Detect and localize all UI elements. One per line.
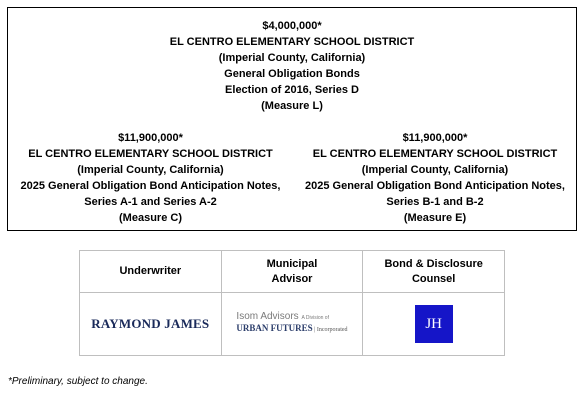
series-b-county: (Imperial County, California) [361,164,509,176]
series-d-district: EL CENTRO ELEMENTARY SCHOOL DISTRICT [169,36,415,48]
offering-box [7,7,577,231]
team-logo-row [80,293,505,356]
underwriter-header: Underwriter [80,251,222,293]
series-b-title: 2025 General Obligation Bond Anticipation Notes, [305,180,565,192]
series-d-county: (Imperial County, California) [218,52,366,64]
advisor-header: Municipal Advisor [221,251,363,293]
series-a-county: (Imperial County, California) [77,164,224,176]
series-b-series: Series B-1 and B-2 [386,196,484,208]
financing-team-table [79,250,505,356]
series-a-district: EL CENTRO ELEMENTARY SCHOOL DISTRICT [28,148,273,160]
advisor-logo-cell[interactable] [221,293,363,356]
counsel-header: Bond & Disclosure Counsel [363,251,505,293]
series-d-measure: (Measure L) [261,100,323,112]
series-d-block [8,18,576,114]
series-b-district: EL CENTRO ELEMENTARY SCHOOL DISTRICT [312,148,558,160]
series-a-series: Series A-1 and Series A-2 [84,196,217,208]
jh-logo[interactable]: JH [415,305,453,343]
series-a-title: 2025 General Obligation Bond Anticipation Notes, [20,180,281,192]
underwriter-logo-cell[interactable] [80,293,222,356]
series-a-measure: (Measure C) [119,212,182,224]
counsel-logo-cell[interactable] [363,293,505,356]
series-d-title: General Obligation Bonds [224,68,360,80]
series-a-amount: $11,900,000* [118,132,183,144]
series-b-amount: $11,900,000* [402,132,468,144]
series-b-measure: (Measure E) [403,212,467,224]
series-b-block [293,130,577,226]
isom-advisors-logo[interactable]: Isom Advisors A Division of URBAN FUTURES | Incorporated [236,311,348,333]
preliminary-footnote: *Preliminary, subject to change. [8,376,148,387]
team-header-row [80,251,505,293]
series-d-amount: $4,000,000* [262,20,322,32]
series-a-block [8,130,293,226]
series-d-election: Election of 2016, Series D [225,84,359,96]
raymond-james-logo[interactable]: RAYMOND JAMES [91,316,210,331]
